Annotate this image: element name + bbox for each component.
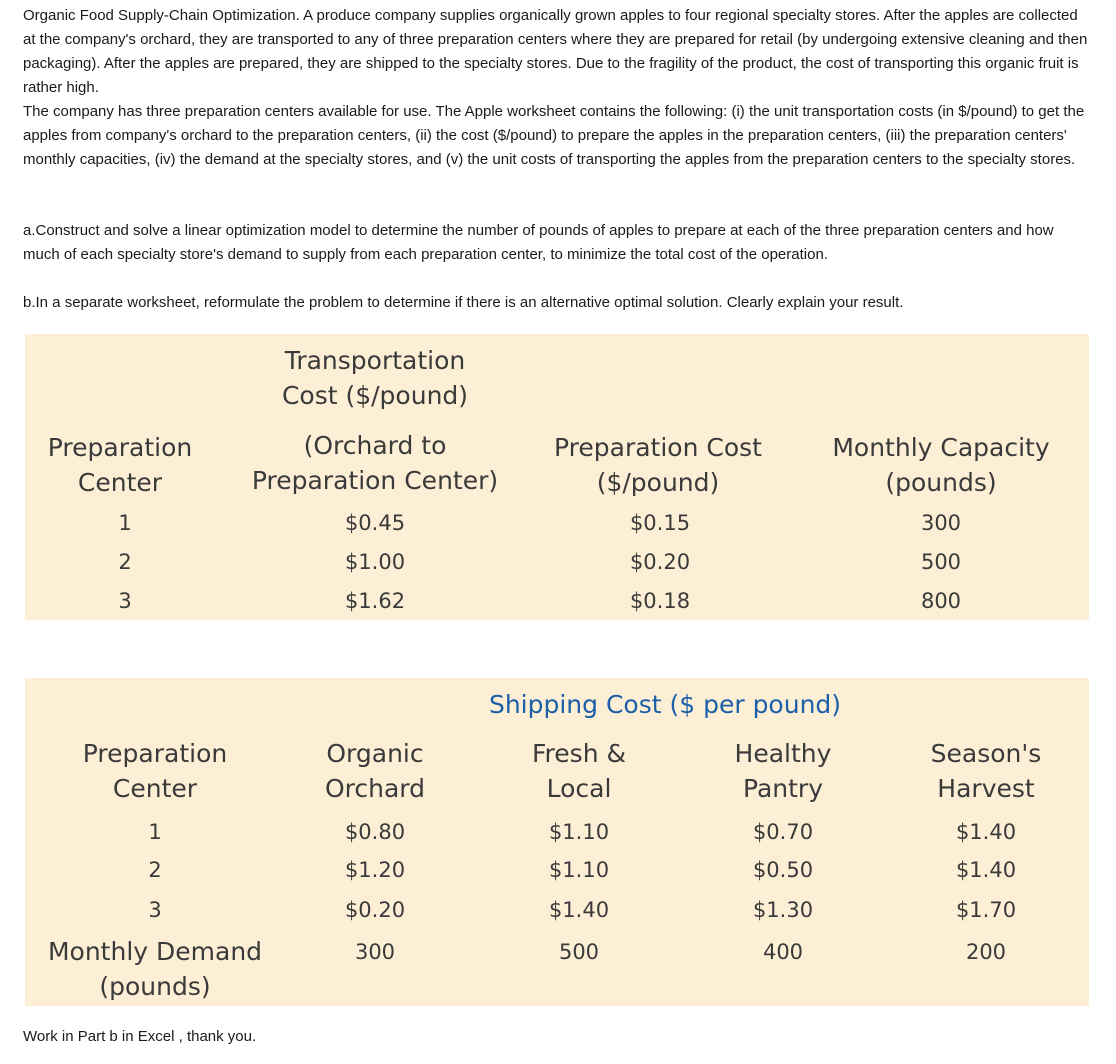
header-text: (Orchard to <box>303 431 447 460</box>
header-preparation-center <box>65 736 245 806</box>
table-cell: 1 <box>118 511 132 535</box>
header-text: Transportation <box>284 346 466 375</box>
table-cell: 500 <box>920 550 962 574</box>
table-cell: $1.30 <box>752 898 814 922</box>
header-text: Preparation Cost <box>554 433 762 462</box>
intro-paragraph-2: The company has three preparation centers available for use. The Apple worksheet contains the following: (i) the unit transportation costs (in $/pound) to get the apples from company's orchard to the preparation centers, (ii) the cost ($/pound) to prepare the apples in the preparation centers, (iii) the preparation centers' monthly capacities, (iv) the demand at the specialty stores, and (v) the unit costs of transporting the apples from the preparation centers to the specialty stores. <box>23 103 1085 168</box>
table-cell: 300 <box>354 940 396 964</box>
footer-note: Work in Part b in Excel , thank you. <box>23 1028 257 1045</box>
table-cell: 500 <box>558 940 600 964</box>
header-text: Pantry <box>743 774 823 803</box>
table-cell: $1.10 <box>548 858 610 882</box>
header-text: (pounds) <box>99 972 211 1001</box>
table-cell: $0.45 <box>344 511 406 535</box>
table-cell: $0.80 <box>344 820 406 844</box>
header-text: Orchard <box>324 774 426 803</box>
table-cell: 1 <box>148 820 162 844</box>
table-cell: $0.50 <box>752 858 814 882</box>
prep-center-table-image <box>25 334 1089 620</box>
header-fresh-local <box>494 736 664 806</box>
header-preparation-cost <box>533 430 783 500</box>
header-text: (pounds) <box>885 468 997 497</box>
header-text: Cost ($/pound) <box>281 381 469 410</box>
table-cell: $0.18 <box>629 589 691 613</box>
table-cell: $1.40 <box>548 898 610 922</box>
table-cell: 2 <box>148 858 162 882</box>
header-text: Season's <box>930 739 1042 768</box>
part-b-question: b.In a separate worksheet, reformulate the problem to determine if there is an alternative optimal solution. Clearly explain your result. <box>23 294 904 311</box>
header-text: Organic <box>326 739 424 768</box>
table-cell: $1.00 <box>344 550 406 574</box>
table-cell: $1.40 <box>955 858 1017 882</box>
table-cell: 3 <box>118 589 132 613</box>
table-cell: 200 <box>965 940 1007 964</box>
header-text: Center <box>77 468 163 497</box>
header-text: Monthly Demand <box>47 937 263 966</box>
shipping-cost-table-image <box>25 678 1089 1006</box>
table-cell: $0.20 <box>629 550 691 574</box>
table-cell: $1.70 <box>955 898 1017 922</box>
table-cell: $1.62 <box>344 589 406 613</box>
header-transportation-cost <box>230 343 520 498</box>
header-text: Monthly Capacity <box>832 433 1050 462</box>
table-cell: $1.10 <box>548 820 610 844</box>
header-text: Center <box>112 774 198 803</box>
table-cell: $1.40 <box>955 820 1017 844</box>
header-text: Preparation <box>82 739 228 768</box>
header-seasons-harvest <box>901 736 1071 806</box>
intro-paragraph-1: Organic Food Supply-Chain Optimization. A produce company supplies organically grown apples to four regional specialty stores. After the apples are collected at the company's orchard, they are transported to any of three preparation centers where they are prepared for retail (by undergoing extensive cleaning and then packaging). After the apples are prepared, they are shipped to the specialty stores. Due to the fragility of the product, the cost of transporting this organic fruit is rather high. <box>23 7 1088 96</box>
table-cell: 3 <box>148 898 162 922</box>
header-text: ($/pound) <box>596 468 720 497</box>
table-cell: 300 <box>920 511 962 535</box>
table-cell: 800 <box>920 589 962 613</box>
monthly-demand-label <box>40 934 270 1004</box>
table-cell: $0.70 <box>752 820 814 844</box>
shipping-cost-title: Shipping Cost ($ per pound) <box>488 690 842 719</box>
header-text: Fresh & <box>532 739 626 768</box>
table-cell: 2 <box>118 550 132 574</box>
header-text: Preparation Center) <box>251 466 499 495</box>
header-text: Local <box>546 774 612 803</box>
table-cell: 400 <box>762 940 804 964</box>
header-healthy-pantry <box>698 736 868 806</box>
header-text: Healthy <box>734 739 832 768</box>
header-organic-orchard <box>290 736 460 806</box>
part-a-question: a.Construct and solve a linear optimization model to determine the number of pounds of apples to prepare at each of the three preparation centers and how much of each specialty store's demand to supply from each preparation center, to minimize the total cost of the operation. <box>23 222 1054 263</box>
header-monthly-capacity <box>810 430 1072 500</box>
table-cell: $0.15 <box>629 511 691 535</box>
table-cell: $0.20 <box>344 898 406 922</box>
header-text: Preparation <box>47 433 193 462</box>
header-preparation-center <box>35 430 205 500</box>
table-cell: $1.20 <box>344 858 406 882</box>
header-text: Harvest <box>937 774 1035 803</box>
